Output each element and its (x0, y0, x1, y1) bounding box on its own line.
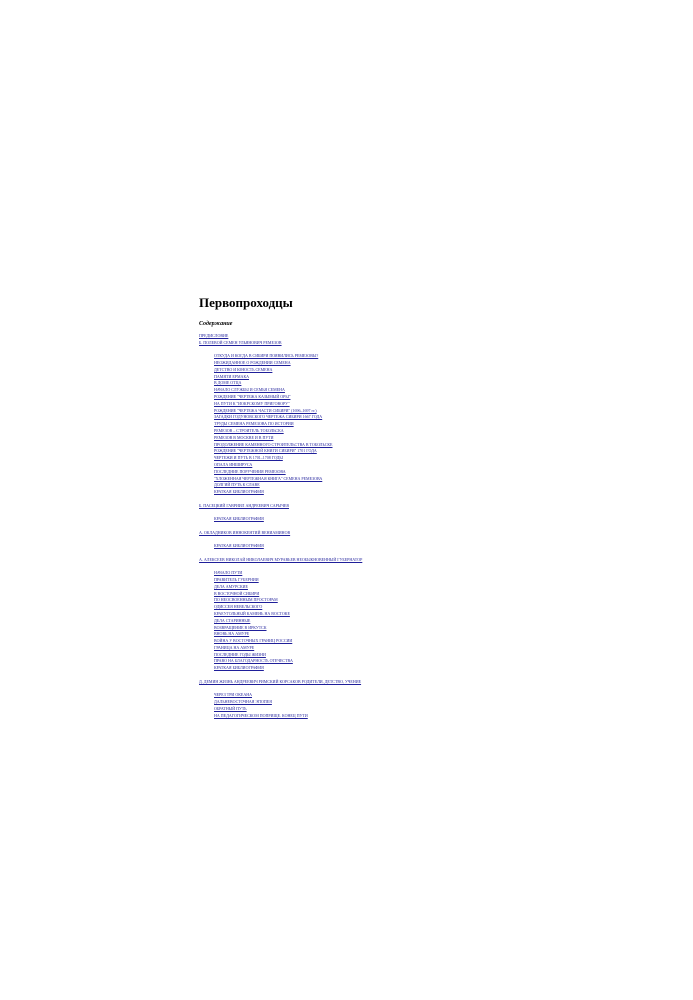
toc-spacer (199, 563, 599, 570)
toc-link[interactable]: ПРОДОЛЖЕНИЕ КАМЕННОГО СТРОИТЕЛЬСТВА В ТОБОЛЬСКЕ (214, 441, 333, 447)
toc-chapter (199, 353, 599, 360)
toc-link[interactable]: РЕМЕЗОВ В МОСКВЕ И В ПУТИ (214, 434, 274, 440)
toc-link[interactable]: Б. ПАСЕЦКИЙ ГАВРИИЛ АНДРЕЕВИЧ САРЫЧЕВ (199, 502, 290, 508)
document-page (199, 296, 599, 719)
toc-link[interactable]: ПАМЯТИ ЕРМАКА (214, 373, 250, 379)
toc-link[interactable]: ОТКУДА И КОГДА В СИБИРИ ПОЯВИЛИСЬ РЕМЕЗОВЫ? (214, 353, 319, 359)
toc-link[interactable]: ДЕЛА АМУРСКИЕ (214, 583, 248, 589)
toc-chapter (199, 360, 599, 367)
toc-section (199, 679, 599, 686)
toc-link[interactable]: РОЖДЕНИЕ "ЧЕРТЕЖА ЧАСТИ СИБИРИ" (1696–1697 гг.) (214, 407, 317, 413)
toc-link[interactable]: "ХЛОЖЕННАЯ ЧЕРТЕЖНАЯ КНИГА" СЕМЕНА РЕМЕЗОВА (214, 475, 323, 481)
toc-section (199, 333, 599, 340)
toc-link[interactable]: Б. ПОЛЕВОЙ СЕМЕН УЛЬЯНОВИЧ РЕМЕЗОВ (199, 339, 282, 345)
toc-link[interactable]: НА ПЕДАГОГИЧЕСКОМ ПОПРИЩЕ. КОНЕЦ ПУТИ (214, 712, 308, 718)
toc-chapter (199, 604, 599, 611)
toc-link[interactable]: РОЖДЕНИЕ "ЧЕРТЕЖНОЙ КНИГИ СИБИРИ" 1701 ГОДА (214, 448, 317, 454)
toc-link[interactable]: А. АЛЕКСЕЕВ НИКОЛАЙ НИКОЛАЕВИЧ МУРАВЬЕВ НЕОБЫКНОВЕННЫЙ ГУБЕРНАТОР (199, 556, 363, 562)
toc-link[interactable]: Д. ДЕМИН ЖИЗНЬ АНДРЕЕВИЧ РИМСКИЙ КОРСАКОВ РОДИТЕЛИ, ДЕТСТВО, УЧЕНИЕ (199, 678, 362, 684)
toc-spacer (199, 510, 599, 517)
toc-chapter (199, 469, 599, 476)
toc-chapter (199, 489, 599, 496)
toc-link[interactable]: А. ОКЛАДНИКОВ ИННОКЕНТИЙ ВЕНИАМИНОВ (199, 529, 291, 535)
toc-link[interactable]: НАЧАЛО СЛУЖБЫ И СЕМЬЯ СЕМЕНА (214, 387, 285, 393)
toc-link[interactable]: РОЖДЕНИЕ "ЧЕРТЕЖА КАЗЫМЫЙ ОРЫ" (214, 394, 291, 400)
toc-link[interactable]: ПРАВО НА БЛАГОДАРНОСТЬ ОТЕЧЕСТВА (214, 658, 293, 664)
toc-chapter (199, 577, 599, 584)
toc-chapter (199, 428, 599, 435)
toc-link[interactable]: ПОСЛЕДНИЕ ГОДЫ ЖИЗНИ (214, 651, 266, 657)
toc-chapter (199, 665, 599, 672)
toc-link[interactable]: В ДОМЕ ОТЦА (214, 380, 242, 386)
toc-chapter (199, 442, 599, 449)
toc-spacer (199, 347, 599, 354)
toc-section (199, 530, 599, 537)
toc-chapter (199, 591, 599, 598)
toc-chapter (199, 414, 599, 421)
toc-spacer (199, 550, 599, 557)
toc-chapter (199, 625, 599, 632)
toc-link[interactable]: ГРАНИЦА НА АМУРЕ (214, 644, 255, 650)
toc-chapter (199, 401, 599, 408)
toc-chapter (199, 476, 599, 483)
toc-link[interactable]: КРАЕУГОЛЬНЫЙ КАМЕНЬ НА ВОСТОКЕ (214, 610, 290, 616)
toc-link[interactable]: ПРАВИТЕЛЬ ГУБЕРНИИ (214, 576, 259, 582)
toc-chapter (199, 408, 599, 415)
toc-link[interactable]: ВОЗВРАЩЕНИЕ В ИРКУТСК (214, 624, 267, 630)
toc-chapter (199, 645, 599, 652)
toc-section (199, 340, 599, 347)
toc-chapter (199, 455, 599, 462)
toc-link[interactable]: НАЧАЛО ПУТИ (214, 570, 243, 576)
toc-chapter (199, 421, 599, 428)
contents-heading: Содержание (199, 321, 233, 327)
toc-chapter (199, 482, 599, 489)
toc-link[interactable]: ПОСЛЕДНИЕ ПОРУЧЕНИЯ РЕМЕЗОВА (214, 468, 286, 474)
toc-spacer (199, 536, 599, 543)
toc-chapter (199, 658, 599, 665)
toc-chapter (199, 597, 599, 604)
toc-chapter (199, 367, 599, 374)
toc-chapter (199, 618, 599, 625)
toc-chapter (199, 713, 599, 720)
toc-link[interactable]: НЕОЖИДАННОЕ О РОЖДЕНИИ СЕМЕНА (214, 360, 291, 366)
toc-link[interactable]: ОБРАТНЫЙ ПУТЬ (214, 705, 247, 711)
toc-spacer (199, 523, 599, 530)
toc-link[interactable]: ПРЕДИСЛОВИЕ (199, 333, 229, 338)
toc-section (199, 557, 599, 564)
toc-link[interactable]: ОПАЛА ИНШИРУСА (214, 462, 253, 468)
toc-link[interactable]: ВОЙНА У ВОСТОЧНЫХ ГРАНИЦ РОССИИ (214, 638, 293, 644)
toc-link[interactable]: ЗАГАДКИ ГОДУНОВСКОГО ЧЕРТЕЖА СИБИРИ 1667 ГОДА (214, 414, 323, 420)
toc-chapter (199, 380, 599, 387)
toc-link[interactable]: ДАЛЬНЕВОСТОЧНАЯ ЭПОПЕЯ (214, 699, 272, 705)
toc-link[interactable]: РЕМЕЗОВ – СТРОИТЕЛЬ ТОБОЛЬСКА (214, 428, 284, 434)
toc-link[interactable]: КРАТКАЯ БИБЛИОГРАФИЯ (214, 489, 264, 495)
toc-link[interactable]: КРАТКАЯ БИБЛИОГРАФИЯ (214, 543, 264, 549)
toc-spacer (199, 686, 599, 693)
toc-link[interactable]: КРАТКАЯ БИБЛИОГРАФИЯ (214, 516, 264, 522)
toc-chapter (199, 374, 599, 381)
toc-chapter (199, 631, 599, 638)
toc-chapter (199, 692, 599, 699)
toc-link[interactable]: НА ПУТИ К "ИОКРСКОМУ ПРИГОВОРУ" (214, 400, 290, 406)
toc-link[interactable]: ДОЛГИЙ ПУТЬ К СЛАВЕ (214, 482, 260, 488)
toc-section (199, 503, 599, 510)
toc-link[interactable]: ЧЕРТЕЖИ И ПУТЬ В 1701–1708 ГОДЫ (214, 455, 283, 461)
toc-chapter (199, 435, 599, 442)
toc-spacer (199, 496, 599, 503)
toc-chapter (199, 638, 599, 645)
toc-chapter (199, 706, 599, 713)
toc-chapter (199, 584, 599, 591)
toc-link[interactable]: ОДИССЕЯ НЕВЕЛЬСКОГО (214, 604, 263, 610)
toc-chapter (199, 652, 599, 659)
toc-link[interactable]: КРАТКАЯ БИБЛИОГРАФИЯ (214, 665, 264, 671)
toc-link[interactable]: ДЕТСТВО И ЮНОСТЬ СЕМЕНА (214, 366, 273, 372)
toc-chapter (199, 462, 599, 469)
page-title: Первопроходцы (199, 295, 293, 310)
toc-chapter (199, 570, 599, 577)
toc-link[interactable]: ЧЕРЕЗ ТРИ ОКЕАНА (214, 692, 252, 698)
toc-link[interactable]: ПО НЕОСВОЕННЫМ ПРОСТОРАМ (214, 597, 278, 603)
table-of-contents (199, 333, 599, 719)
toc-spacer (199, 672, 599, 679)
toc-chapter (199, 448, 599, 455)
toc-chapter (199, 516, 599, 523)
toc-link[interactable]: ДЕЛА СТАРИННЫЕ (214, 617, 251, 623)
toc-link[interactable]: ВНОВЬ НА АМУРЕ (214, 631, 250, 637)
toc-chapter (199, 394, 599, 401)
toc-chapter (199, 699, 599, 706)
toc-link[interactable]: ТРУДЫ СЕМЕНА РЕМЕЗОВА ПО ИСТОРИИ (214, 421, 294, 427)
toc-link[interactable]: В ВОСТОЧНОЙ СИБИРИ (214, 590, 260, 596)
toc-chapter (199, 387, 599, 394)
toc-chapter (199, 543, 599, 550)
toc-chapter (199, 611, 599, 618)
